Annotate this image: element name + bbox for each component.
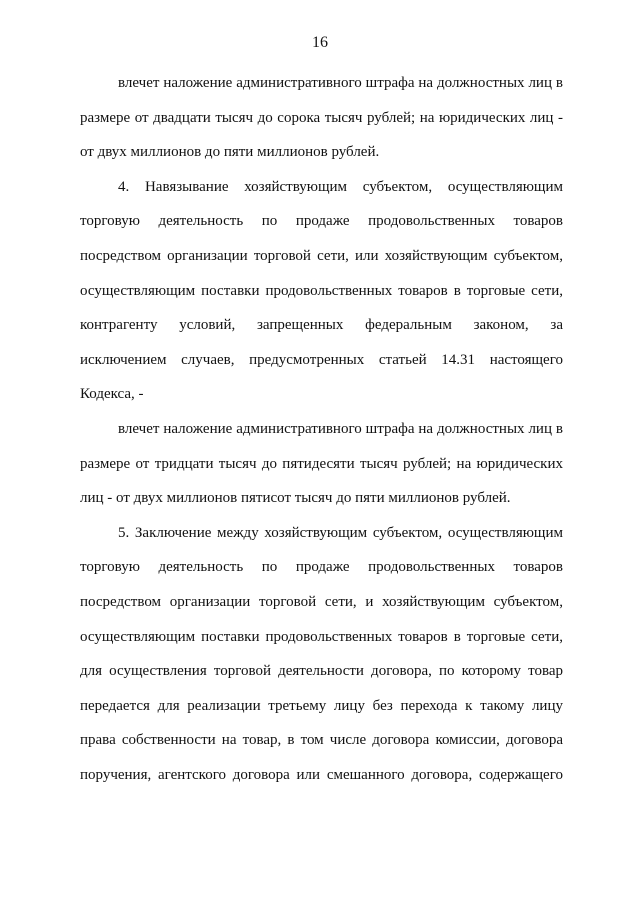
text-line: влечет наложение административного штрафа на должностных лиц в (118, 420, 563, 437)
paragraph (80, 412, 563, 516)
text-line: посредством организации торговой сети, и хозяйствующим субъектом, (80, 593, 563, 610)
document-body (80, 66, 563, 792)
text-line: передается для реализации третьему лицу без перехода к такому лицу (80, 697, 563, 714)
text-line: размере от тридцати тысяч до пятидесяти тысяч рублей; на юридических (80, 455, 563, 472)
text-line: посредством организации торговой сети, или хозяйствующим субъектом, (80, 247, 563, 264)
text-line: для осуществления торговой деятельности договора, по которому товар (80, 663, 563, 680)
paragraph (80, 516, 563, 793)
text-line: от двух миллионов до пяти миллионов рублей. (80, 144, 380, 161)
text-line: контрагенту условий, запрещенных федеральным законом, за (80, 317, 563, 334)
text-line: права собственности на товар, в том числе договора комиссии, договора (80, 732, 563, 749)
paragraph (80, 170, 563, 412)
text-line: осуществляющим поставки продовольственных товаров в торговые сети, (80, 282, 563, 299)
text-line: влечет наложение административного штрафа на должностных лиц в (118, 75, 563, 91)
text-line: осуществляющим поставки продовольственных товаров в торговые сети, (80, 628, 563, 645)
text-line: торговую деятельность по продаже продовольственных товаров (80, 213, 563, 230)
page-number: 16 (312, 34, 328, 51)
text-line: лиц - от двух миллионов пятисот тысяч до пяти миллионов рублей. (80, 490, 511, 507)
text-line: Кодекса, - (80, 386, 144, 403)
text-line: 4. Навязывание хозяйствующим субъектом, осуществляющим (118, 178, 563, 195)
paragraph (80, 66, 563, 170)
text-line: размере от двадцати тысяч до сорока тысяч рублей; на юридических лиц - (80, 109, 563, 126)
text-line: исключением случаев, предусмотренных статьей 14.31 настоящего (80, 351, 563, 368)
text-line: поручения, агентского договора или смешанного договора, содержащего (80, 766, 563, 783)
text-line: торговую деятельность по продаже продовольственных товаров (80, 559, 563, 576)
text-line: 5. Заключение между хозяйствующим субъектом, осуществляющим (118, 524, 563, 541)
